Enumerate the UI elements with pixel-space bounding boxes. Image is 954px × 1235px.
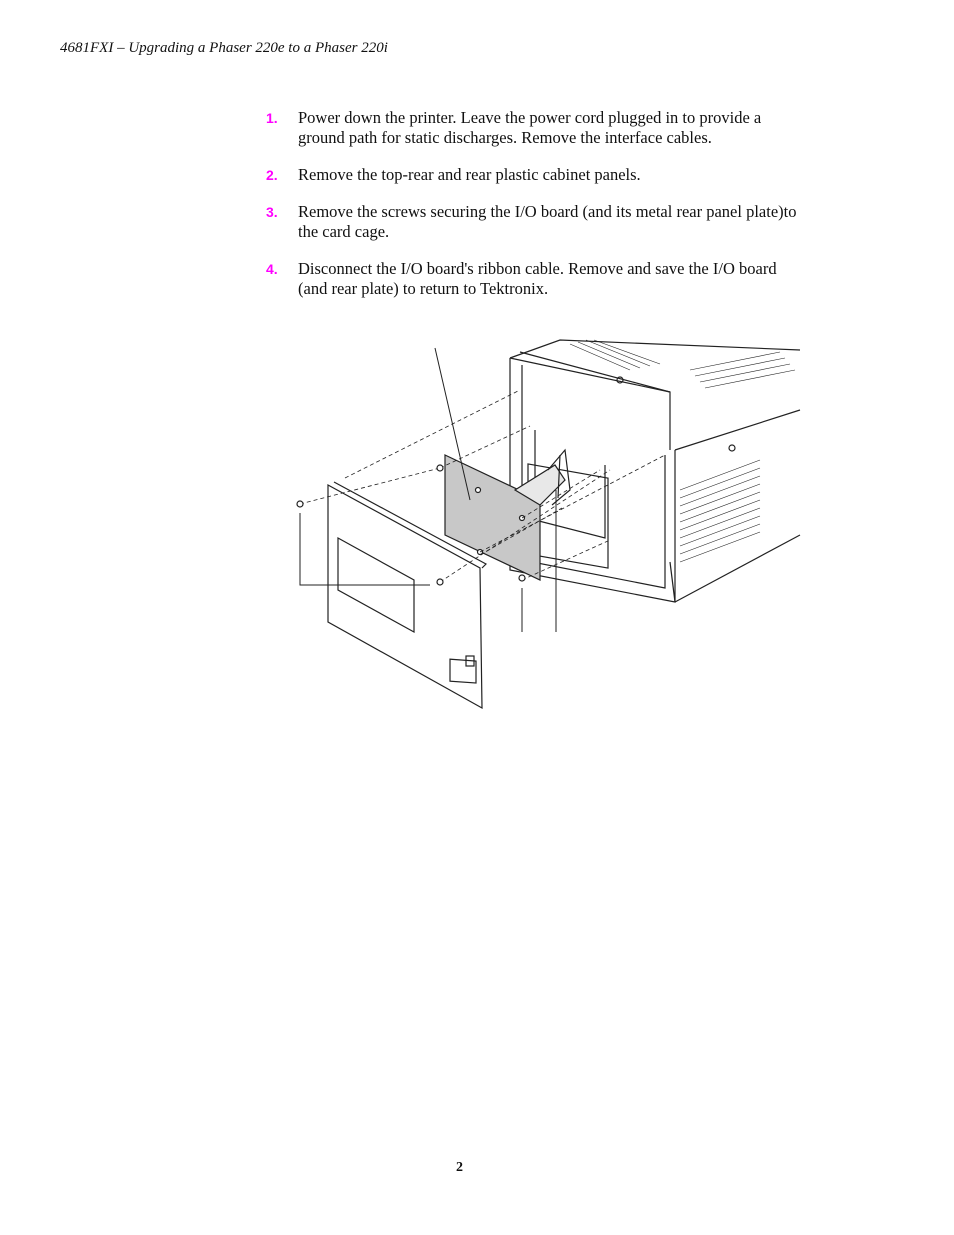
page-number: 2 <box>456 1160 463 1175</box>
step-number: 1. <box>266 110 278 126</box>
instruction-steps <box>266 108 806 316</box>
step-text: Power down the printer. Leave the power cord plugged in to provide a ground path for static discharges. Remove the interface cables. <box>298 108 762 147</box>
step-2 <box>266 165 806 185</box>
step-number: 3. <box>266 204 278 220</box>
step-1 <box>266 108 806 148</box>
step-number: 2. <box>266 167 278 183</box>
printer-io-board-exploded-diagram <box>290 330 810 720</box>
step-text: Disconnect the I/O board's ribbon cable. Remove and save the I/O board (and rear plate) to return to Tektronix. <box>298 259 777 298</box>
step-3 <box>266 202 806 242</box>
step-number: 4. <box>266 261 278 277</box>
step-4 <box>266 259 806 299</box>
step-text: Remove the screws securing the I/O board (and its metal rear panel plate)to the card cage. <box>298 202 797 241</box>
step-text: Remove the top-rear and rear plastic cabinet panels. <box>298 165 641 184</box>
page-header: 4681FXI – Upgrading a Phaser 220e to a Phaser 220i <box>60 40 388 56</box>
